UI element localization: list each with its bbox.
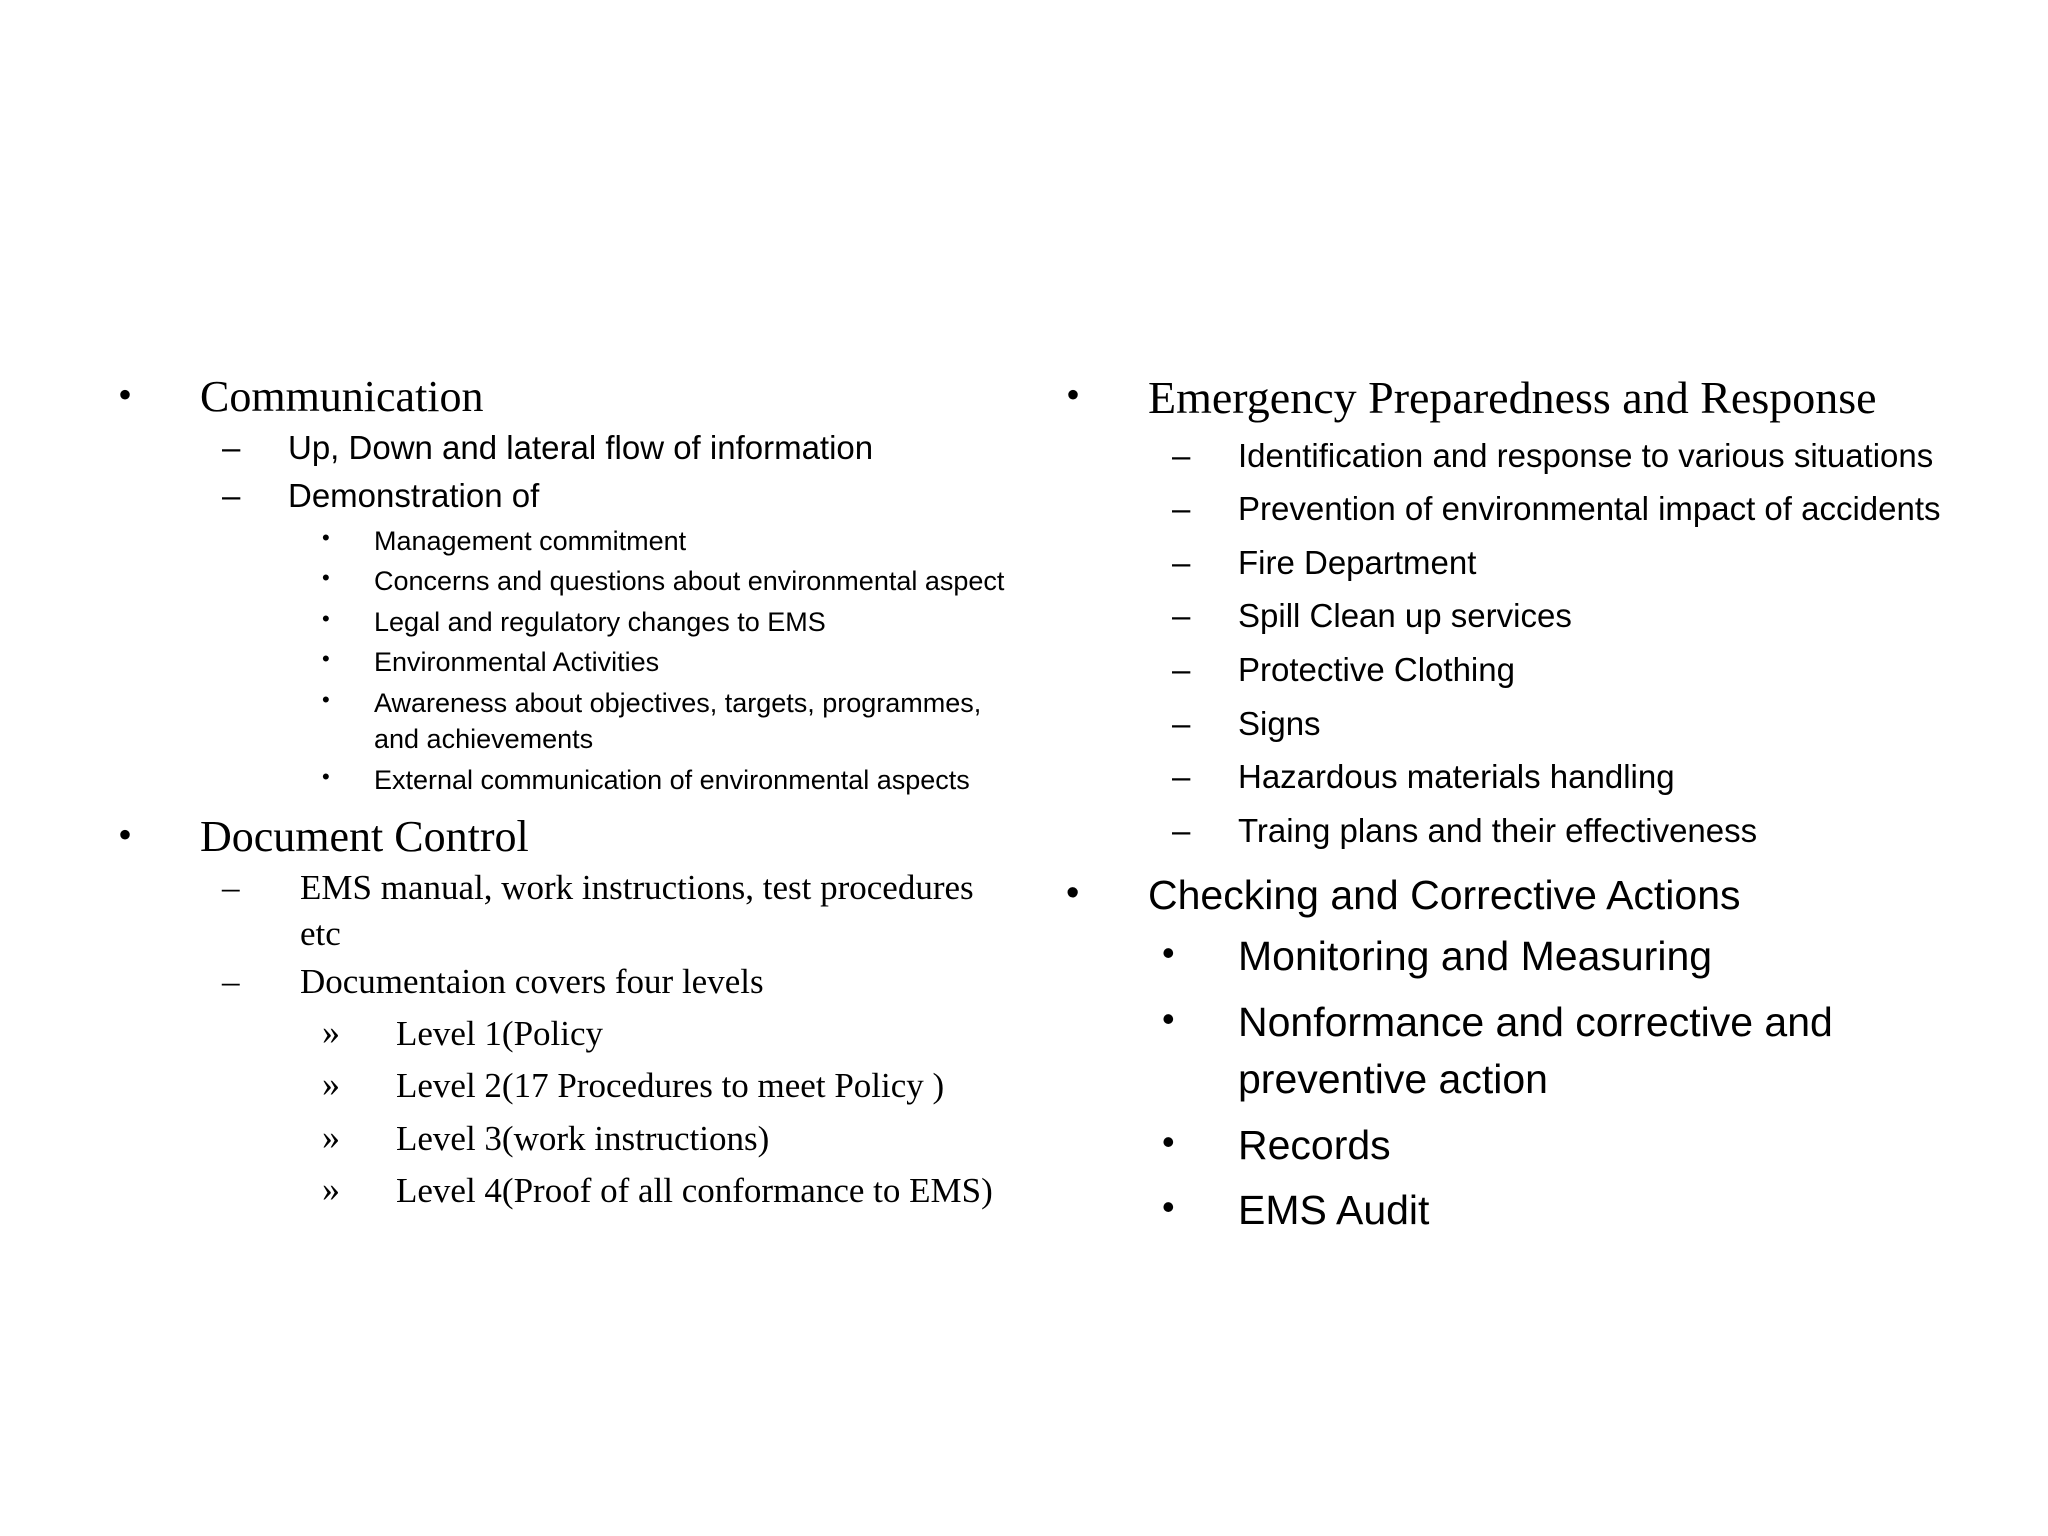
list-item-text: Concerns and questions about environmental aspect bbox=[374, 566, 1005, 597]
list-item-text: Spill Clean up services bbox=[1238, 597, 1572, 635]
list-item bbox=[118, 425, 1008, 471]
list-item bbox=[118, 563, 1008, 599]
list-item bbox=[1066, 593, 1966, 639]
dash-marker: – bbox=[1172, 704, 1191, 742]
bullet-marker: • bbox=[1162, 1120, 1175, 1162]
document-control-title: Document Control bbox=[200, 812, 529, 862]
bullet-marker: • bbox=[322, 686, 330, 712]
left-column bbox=[118, 372, 1008, 1214]
list-item bbox=[118, 1116, 1008, 1162]
bullet-marker: • bbox=[1066, 872, 1080, 915]
dash-marker: – bbox=[1172, 811, 1191, 849]
left-list bbox=[118, 372, 1008, 1214]
list-item bbox=[118, 762, 1008, 798]
list-item-text: Signs bbox=[1238, 704, 1321, 742]
dash-marker: – bbox=[222, 962, 240, 1001]
raquo-marker: » bbox=[322, 1116, 340, 1157]
list-item bbox=[118, 473, 1008, 519]
emergency-heading bbox=[1066, 372, 1966, 425]
list-item-text: Level 3(work instructions) bbox=[396, 1118, 770, 1158]
emergency-title: Emergency Preparedness and Response bbox=[1148, 372, 1877, 423]
dash-marker: – bbox=[222, 428, 241, 466]
list-item bbox=[1066, 994, 1966, 1109]
list-item-text: Management commitment bbox=[374, 525, 687, 556]
list-item bbox=[1066, 1117, 1966, 1174]
dash-marker: – bbox=[1172, 597, 1191, 635]
list-item bbox=[118, 1168, 1008, 1214]
bullet-marker: • bbox=[322, 646, 330, 672]
dash-marker: – bbox=[1172, 758, 1191, 796]
list-item bbox=[1066, 647, 1966, 693]
communication-heading bbox=[118, 372, 1008, 423]
bullet-marker: • bbox=[118, 372, 133, 417]
list-item bbox=[118, 644, 1008, 680]
document-control-heading bbox=[118, 812, 1008, 863]
list-item-text: Records bbox=[1238, 1121, 1391, 1168]
list-item bbox=[1066, 701, 1966, 747]
bullet-marker: • bbox=[1162, 997, 1175, 1039]
dash-marker: – bbox=[1172, 651, 1191, 689]
bullet-marker: • bbox=[322, 763, 330, 789]
checking-heading bbox=[1066, 871, 1966, 920]
bullet-marker: • bbox=[1066, 372, 1081, 417]
list-item-text: EMS manual, work instructions, test procedures etc bbox=[300, 867, 974, 953]
communication-title: Communication bbox=[200, 372, 484, 421]
list-item bbox=[1066, 928, 1966, 985]
list-item-text: Hazardous materials handling bbox=[1238, 758, 1675, 796]
list-item-text: Level 4(Proof of all conformance to EMS) bbox=[396, 1170, 993, 1210]
right-list bbox=[1066, 372, 1966, 1239]
list-item-text: Protective Clothing bbox=[1238, 651, 1515, 689]
list-item bbox=[1066, 433, 1966, 479]
list-item bbox=[118, 959, 1008, 1005]
list-item bbox=[118, 604, 1008, 640]
raquo-marker: » bbox=[322, 1168, 340, 1209]
bullet-marker: • bbox=[322, 605, 330, 631]
list-item-text: Up, Down and lateral flow of information bbox=[288, 428, 874, 466]
raquo-marker: » bbox=[322, 1064, 340, 1105]
bullet-marker: • bbox=[1162, 932, 1175, 974]
dash-marker: – bbox=[1172, 543, 1191, 581]
list-item-text: Level 2(17 Procedures to meet Policy ) bbox=[396, 1066, 945, 1106]
list-item bbox=[118, 1011, 1008, 1057]
list-item bbox=[1066, 486, 1966, 532]
list-item bbox=[1066, 1182, 1966, 1239]
bullet-marker: • bbox=[322, 524, 330, 550]
right-column bbox=[1066, 372, 1966, 1239]
dash-marker: – bbox=[222, 867, 240, 907]
list-item-text: Awareness about objectives, targets, programmes, and achievements bbox=[374, 687, 982, 755]
list-item-text: Level 1(Policy bbox=[396, 1014, 604, 1054]
list-item-text: Legal and regulatory changes to EMS bbox=[374, 606, 826, 637]
bullet-marker: • bbox=[118, 812, 133, 858]
list-item bbox=[1066, 754, 1966, 800]
list-item-text: Documentaion covers four levels bbox=[300, 962, 764, 1001]
bullet-marker: • bbox=[322, 565, 330, 591]
list-item-text: Identification and response to various situations bbox=[1238, 436, 1934, 474]
list-item-text: Prevention of environmental impact of accidents bbox=[1238, 490, 1941, 528]
list-item-text: External communication of environmental aspects bbox=[374, 764, 970, 795]
raquo-marker: » bbox=[322, 1012, 340, 1053]
list-item bbox=[1066, 540, 1966, 586]
list-item-text: Demonstration of bbox=[288, 476, 540, 514]
list-item bbox=[118, 1063, 1008, 1109]
dash-marker: – bbox=[1172, 436, 1191, 474]
list-item bbox=[1066, 808, 1966, 854]
list-item bbox=[118, 523, 1008, 559]
list-item-text: Environmental Activities bbox=[374, 647, 660, 678]
checking-title: Checking and Corrective Actions bbox=[1148, 872, 1741, 919]
list-item-text: Traing plans and their effectiveness bbox=[1238, 811, 1758, 849]
dash-marker: – bbox=[1172, 490, 1191, 528]
list-item-text: Nonformance and corrective and preventive action bbox=[1238, 998, 1833, 1103]
list-item bbox=[118, 865, 1008, 957]
list-item bbox=[118, 685, 1008, 758]
list-item-text: Fire Department bbox=[1238, 543, 1477, 581]
dash-marker: – bbox=[222, 476, 241, 514]
bullet-marker: • bbox=[1162, 1185, 1175, 1227]
list-item-text: EMS Audit bbox=[1238, 1186, 1430, 1233]
list-item-text: Monitoring and Measuring bbox=[1238, 933, 1713, 980]
